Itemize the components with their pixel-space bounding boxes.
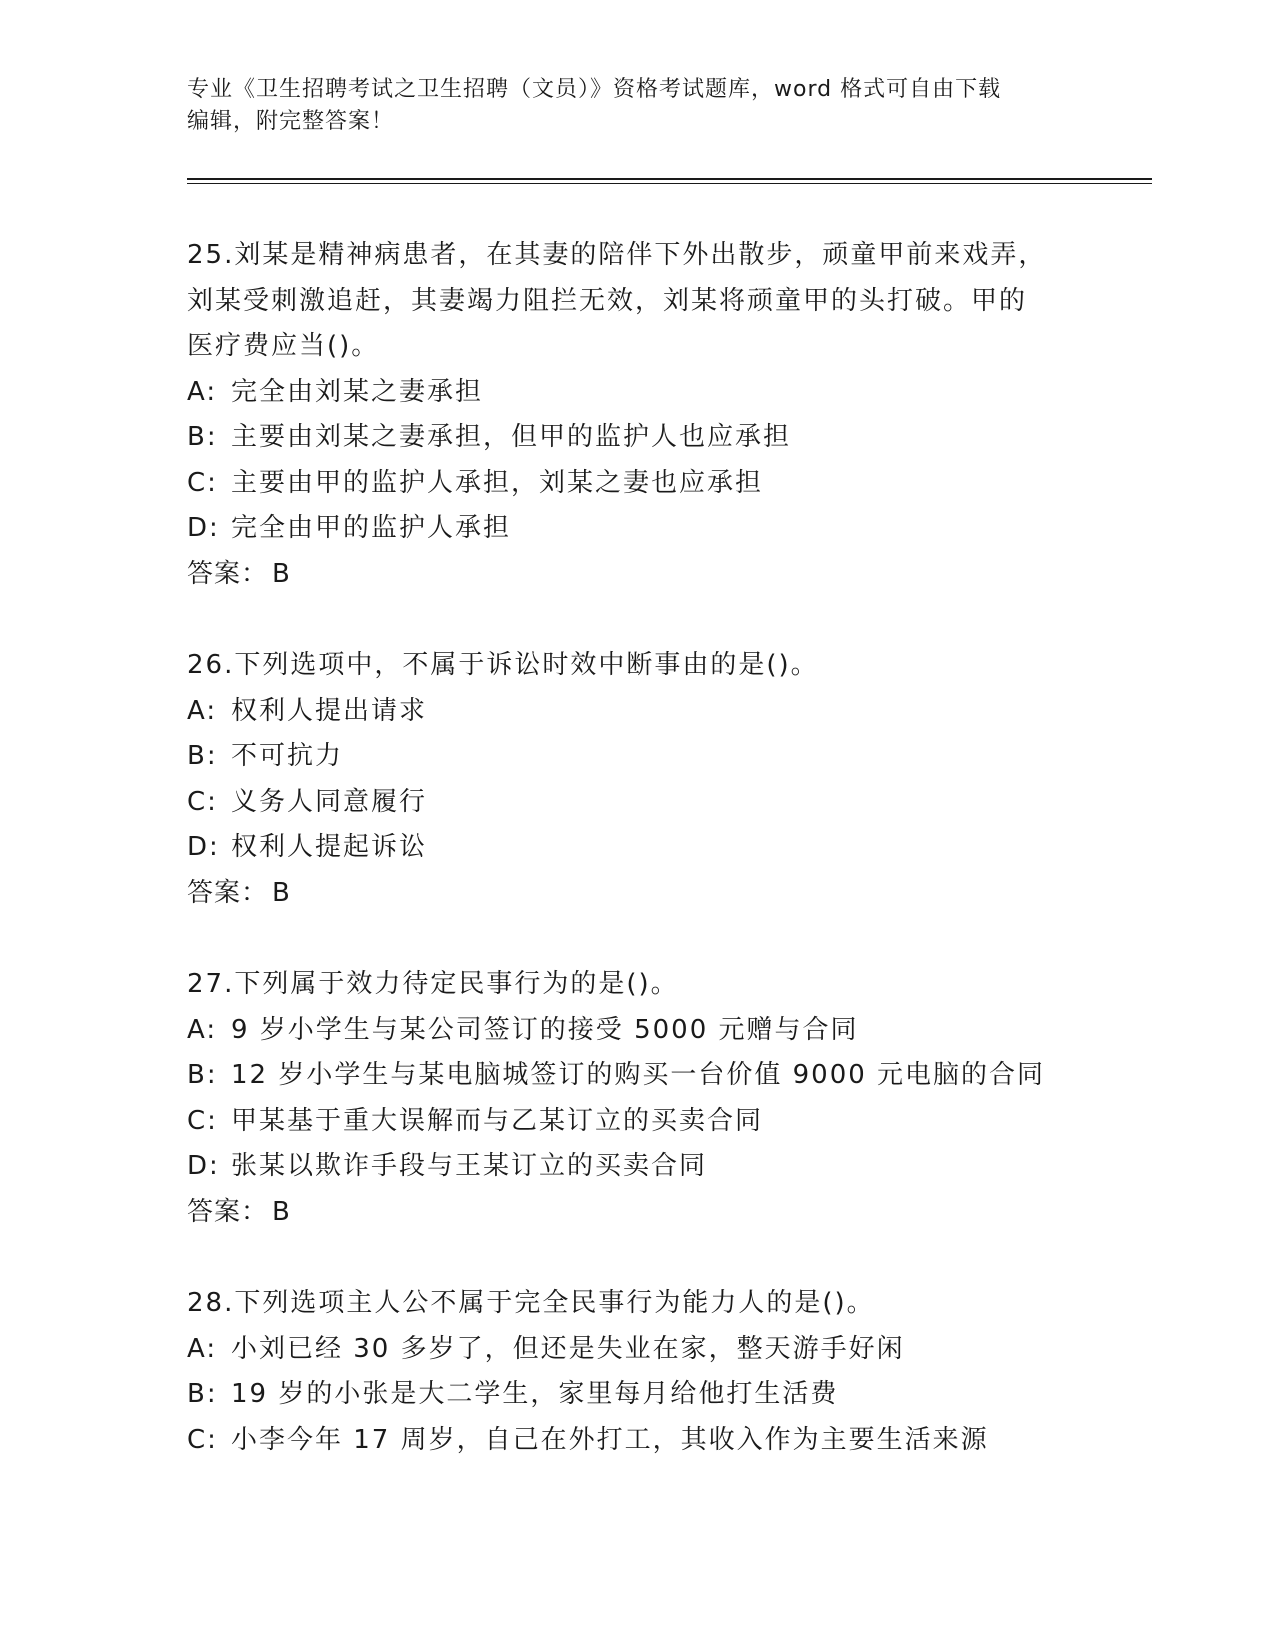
- answer-value: B: [272, 877, 291, 908]
- header-line-2: 编辑，附完整答案！: [187, 109, 395, 134]
- option-key: B:: [187, 1379, 218, 1409]
- option-text: 张某以欺诈手段与王某订立的买卖合同: [231, 1151, 708, 1181]
- question-option: [187, 1144, 1107, 1190]
- answer-line: [187, 552, 1107, 598]
- question-list: [187, 233, 1107, 1509]
- option-key: D:: [187, 832, 220, 862]
- question-option: [187, 415, 1107, 461]
- answer-line: [187, 871, 1107, 917]
- header-divider-thin: [187, 183, 1152, 184]
- question-option: [187, 689, 1107, 735]
- answer-label: 答案：: [187, 1196, 269, 1227]
- question-stem-line: 医疗费应当()。: [187, 331, 380, 361]
- option-key: C:: [187, 467, 218, 498]
- option-text: 19 岁的小张是大二学生，家里每月给他打生活费: [231, 1379, 839, 1409]
- option-text: 12 岁小学生与某电脑城签订的购买一台价值 9000 元电脑的合同: [231, 1060, 1046, 1090]
- question-block: [187, 643, 1107, 916]
- option-key: C:: [187, 1105, 218, 1136]
- answer-value: B: [272, 1196, 291, 1227]
- question-option: [187, 1053, 1107, 1099]
- question-option: [187, 780, 1107, 826]
- option-text: 权利人提出请求: [231, 695, 428, 726]
- header-divider-thick: [187, 178, 1152, 180]
- option-key: B:: [187, 422, 218, 452]
- option-key: C:: [187, 1424, 218, 1455]
- option-text: 完全由刘某之妻承担: [231, 376, 484, 407]
- question-option: [187, 370, 1107, 416]
- option-text: 小李今年 17 周岁，自己在外打工，其收入作为主要生活来源: [231, 1424, 989, 1455]
- document-header: [187, 74, 1087, 138]
- option-text: 甲某基于重大误解而与乙某订立的买卖合同: [231, 1105, 764, 1136]
- question-block: [187, 1281, 1107, 1463]
- question-option: [187, 506, 1107, 552]
- option-text: 小刘已经 30 多岁了，但还是失业在家，整天游手好闲: [231, 1333, 905, 1364]
- option-key: A:: [187, 1014, 218, 1045]
- option-key: D:: [187, 1151, 220, 1181]
- option-key: A:: [187, 1333, 218, 1364]
- question-stem-line: 刘某受刺激追赶，其妻竭力阻拦无效，刘某将顽童甲的头打破。甲的: [187, 285, 1028, 316]
- answer-label: 答案：: [187, 558, 269, 589]
- question-option: [187, 1418, 1107, 1464]
- question-option: [187, 1372, 1107, 1418]
- option-text: 义务人同意履行: [231, 786, 428, 817]
- option-text: 不可抗力: [231, 741, 344, 771]
- question-stem-line: 27.下列属于效力待定民事行为的是()。: [187, 969, 679, 999]
- header-line-1: 专业《卫生招聘考试之卫生招聘（文员）》资格考试题库，word 格式可自由下载: [187, 77, 1002, 102]
- question-option: [187, 734, 1107, 780]
- option-text: 主要由甲的监护人承担，刘某之妻也应承担: [231, 467, 764, 498]
- option-key: D:: [187, 513, 220, 543]
- question-block: [187, 962, 1107, 1235]
- answer-label: 答案：: [187, 877, 269, 908]
- option-key: A:: [187, 695, 218, 726]
- question-option: [187, 1008, 1107, 1054]
- question-option: [187, 461, 1107, 507]
- question-stem-line: 26.下列选项中，不属于诉讼时效中断事由的是()。: [187, 650, 819, 680]
- question-block: [187, 233, 1107, 597]
- option-key: B:: [187, 741, 218, 771]
- option-text: 9 岁小学生与某公司签订的接受 5000 元赠与合同: [231, 1014, 859, 1045]
- option-text: 完全由甲的监护人承担: [231, 513, 512, 543]
- question-stem-line: 25.刘某是精神病患者，在其妻的陪伴下外出散步，顽童甲前来戏弄，: [187, 240, 1047, 270]
- option-text: 权利人提起诉讼: [231, 832, 428, 862]
- question-option: [187, 1327, 1107, 1373]
- question-stem-line: 28.下列选项主人公不属于完全民事行为能力人的是()。: [187, 1288, 875, 1318]
- answer-value: B: [272, 558, 291, 589]
- option-text: 主要由刘某之妻承担，但甲的监护人也应承担: [231, 422, 792, 452]
- answer-line: [187, 1190, 1107, 1236]
- option-key: C:: [187, 786, 218, 817]
- question-option: [187, 825, 1107, 871]
- option-key: B:: [187, 1060, 218, 1090]
- option-key: A:: [187, 376, 218, 407]
- question-option: [187, 1099, 1107, 1145]
